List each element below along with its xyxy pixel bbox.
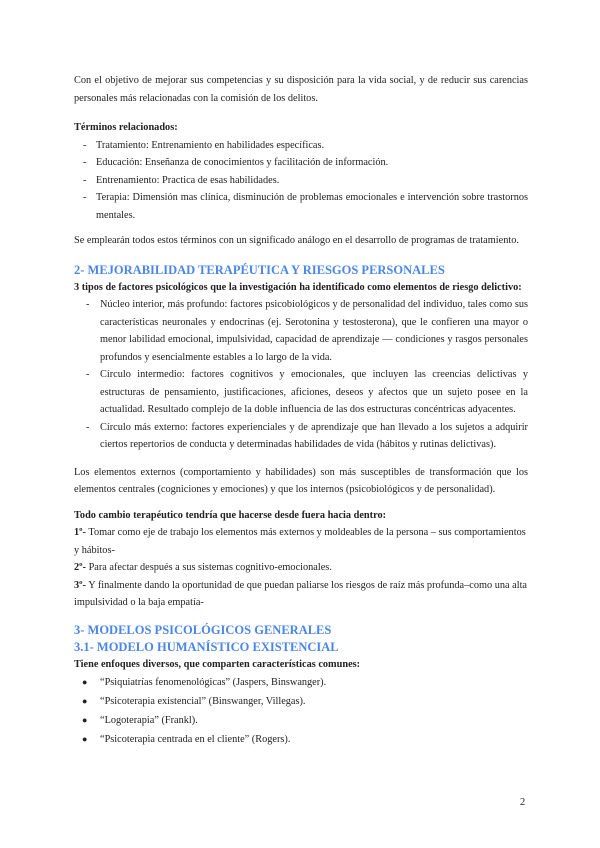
- page-number: 2: [520, 797, 526, 808]
- section-3-title: 3- MODELOS PSICOLÓGICOS GENERALES: [74, 622, 332, 637]
- list-item: ● “Psicoterapia existencial” (Binswanger, Villegas).: [74, 692, 528, 711]
- step-item: [74, 524, 528, 559]
- intro-paragraph: Con el objetivo de mejorar sus competencias y su disposición para la vida social, y de reducir sus carencias personales más relacionadas con la comisión de los delitos.: [74, 75, 528, 104]
- list-item: - Entrenamiento: Practica de esas habilidades.: [74, 172, 528, 190]
- step-item: [74, 577, 528, 612]
- list-item: ● “Psiquiatrías fenomenológicas” (Jaspers, Binswanger).: [74, 673, 528, 692]
- step-text: Para afectar después a sus sistemas cognitivo-emocionales.: [88, 562, 332, 573]
- list-item: ● “Psicoterapia centrada en el cliente” (Rogers).: [74, 730, 528, 749]
- step-item: [74, 559, 528, 577]
- external-note: Los elementos externos (comportamiento y habilidades) son más susceptibles de transformación que los elementos centrales (cogniciones y emociones) y que los internos (psicobiológicos y de personalidad).: [74, 466, 528, 495]
- terms-note: Se emplearán todos estos términos con un significado análogo en el desarrollo de programas de tratamiento.: [74, 235, 519, 246]
- list-item: - Educación: Enseñanza de conocimientos y facilitación de información.: [74, 154, 528, 172]
- section-2-title: 2- MEJORABILIDAD TERAPÉUTICA Y RIESGOS PERSONALES: [74, 262, 445, 277]
- factors-list: [74, 296, 528, 454]
- list-item: ● “Logoterapia” (Frankl).: [74, 711, 528, 730]
- terms-heading: Términos relacionados:: [74, 122, 178, 133]
- list-item: - Círculo intermedio: factores cognitivos y emocionales, que incluyen las creencias delictivas y estructuras de pensamiento, justificaciones, aficiones, deseos y afectos que un sujeto posee en la actualidad. Resultado complejo de la doble influencia de las dos estructuras concéntricas adyacentes.: [74, 366, 528, 419]
- step-text: Y finalmente dando la oportunidad de que puedan paliarse los riesgos de raíz más profunda–como una alta impulsividad o la baja empatía-: [74, 579, 527, 608]
- step-text: Tomar como eje de trabajo los elementos más externos y moldeables de la persona – sus comportamientos y hábitos-: [74, 527, 526, 556]
- step-number: 3º-: [74, 579, 86, 591]
- approaches-list: [74, 673, 528, 749]
- list-item: - Círculo más externo: factores experienciales y de aprendizaje que han llevado a los sujetos a adquirir ciertos repertorios de conducta y determinadas habilidades de vida (hábitos y rutinas delictivas).: [74, 419, 528, 454]
- factors-heading: 3 tipos de factores psicológicos que la investigación ha identificado como elementos de riesgo delictivo:: [74, 281, 522, 293]
- list-item: - Tratamiento: Entrenamiento en habilidades específicas.: [74, 137, 528, 155]
- list-item: - Núcleo interior, más profundo: factores psicobiológicos y de personalidad del individuo, tales como sus características neuronales y endocrinas (ej. Serotonina y testosterona), que le confieren una mayor o menor labilidad emocional, impulsividad, capacidad de aprendizaje — condiciones y rasgos personales profundos y esencialmente estables a lo largo de la vida.: [74, 296, 528, 366]
- approaches-heading: Tiene enfoques diversos, que comparten características comunes:: [74, 658, 361, 670]
- section-3-1-subtitle: 3.1- MODELO HUMANÍSTICO EXISTENCIAL: [74, 639, 339, 654]
- terms-list: [74, 137, 528, 225]
- step-number: 2º-: [74, 562, 86, 573]
- change-heading: Todo cambio terapéutico tendría que hacerse desde fuera hacia dentro:: [74, 509, 387, 521]
- step-number: 1º-: [74, 527, 86, 538]
- list-item: - Terapia: Dimensión mas clínica, disminución de problemas emocionales e intervención sobre trastornos mentales.: [74, 189, 528, 224]
- document-page: [74, 72, 528, 749]
